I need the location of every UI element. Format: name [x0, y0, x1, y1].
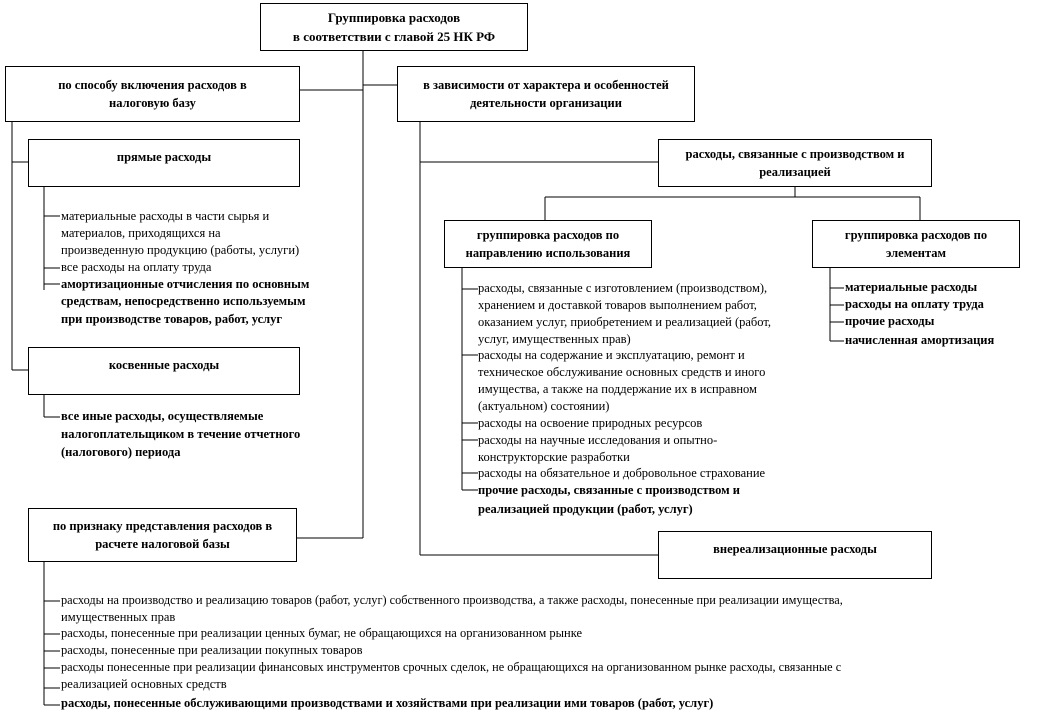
- activity-box: [397, 66, 695, 122]
- direction-box: [444, 220, 652, 268]
- representation-item-2: имущественных прав: [61, 610, 176, 624]
- activity-label-line1: в зависимости от характера и особенностей: [423, 78, 669, 92]
- direct-label: прямые расходы: [116, 150, 212, 164]
- indirect-item-2: налогоплательщиком в течение отчетного: [61, 427, 301, 441]
- indirect-item-1: все иные расходы, осуществляемые: [61, 409, 264, 423]
- direction-label-line1: группировка расходов по: [476, 228, 620, 242]
- direction-item-2: хранением и доставкой товаров выполнением работ,: [478, 298, 757, 312]
- elements-item-1: материальные расходы: [845, 280, 978, 294]
- direct-item-4: все расходы на оплату труда: [61, 260, 212, 274]
- elements-item-4: начисленная амортизация: [845, 333, 995, 347]
- representation-box: [28, 508, 297, 562]
- elements-label-line1: группировка расходов по: [844, 228, 988, 242]
- elements-label-line2: элементам: [885, 246, 947, 260]
- direction-item-9: расходы на освоение природных ресурсов: [478, 416, 703, 430]
- indirect-box: [28, 347, 300, 395]
- root-box: [260, 3, 528, 51]
- direction-item-13: прочие расходы, связанные с производством и: [478, 483, 740, 497]
- representation-item-1: расходы на производство и реализацию товаров (работ, услуг) собственного производства, а также расходы, понесенные при реализации имущества,: [61, 593, 843, 607]
- non-operating-label: внереализационные расходы: [713, 542, 877, 556]
- direction-item-10: расходы на научные исследования и опытно-: [478, 433, 718, 447]
- direct-item-3: произведенную продукцию (работы, услуги): [61, 243, 300, 257]
- representation-item-4: расходы, понесенные при реализации покупных товаров: [61, 643, 363, 657]
- indirect-label: косвенные расходы: [108, 358, 220, 372]
- non-operating-box: [658, 531, 932, 579]
- direct-box: [28, 139, 300, 187]
- production-label-line1: расходы, связанные с производством и: [685, 147, 905, 161]
- root-title-line1: Группировка расходов: [327, 10, 461, 25]
- direct-item-1: материальные расходы в части сырья и: [61, 209, 270, 223]
- elements-box: [812, 220, 1020, 268]
- production-box: [658, 139, 932, 187]
- direction-item-14: реализацией продукции (работ, услуг): [478, 502, 693, 516]
- direction-item-1: расходы, связанные с изготовлением (производством),: [478, 281, 768, 295]
- indirect-item-3: (налогового) периода: [61, 445, 181, 459]
- direction-item-4: услуг, имущественных прав): [478, 332, 631, 346]
- direction-label-line2: направлению использования: [465, 246, 631, 260]
- direction-item-12: расходы на обязательное и добровольное страхование: [478, 466, 766, 480]
- representation-item-3: расходы, понесенные при реализации ценных бумаг, не обращающихся на организованном рынке: [61, 626, 583, 640]
- production-label-line2: реализацией: [759, 165, 831, 179]
- inclusion-label: по способу включения расходов в налоговую базу: [58, 78, 247, 110]
- representation-item-5: расходы понесенные при реализации финансовых инструментов срочных сделок, не обращающихся на организованном рынке расходы, связанные с: [61, 660, 842, 674]
- direction-item-6: техническое обслуживание основных средств и иного: [478, 365, 766, 379]
- direct-item-6: средствам, непосредственно используемым: [61, 294, 306, 308]
- representation-label-line2: расчете налоговой базы: [95, 537, 230, 551]
- direct-item-2: материалов, приходящихся на: [61, 226, 221, 240]
- direction-item-11: конструкторские разработки: [478, 450, 630, 464]
- direction-item-5: расходы на содержание и эксплуатацию, ремонт и: [478, 348, 745, 362]
- direct-item-5: амортизационные отчисления по основным: [61, 277, 310, 291]
- representation-label-line1: по признаку представления расходов в: [52, 519, 273, 533]
- elements-item-2: расходы на оплату труда: [845, 297, 984, 311]
- direction-item-3: оказанием услуг, приобретением и реализацией (работ,: [478, 315, 772, 329]
- direction-item-8: (актуальном) состоянии): [478, 399, 610, 413]
- direct-item-7: при производстве товаров, работ, услуг: [61, 312, 283, 326]
- representation-item-7: расходы, понесенные обслуживающими производствами и хозяйствами при реализации ими товаров (работ, услуг): [61, 696, 714, 710]
- inclusion-box: [5, 66, 300, 122]
- elements-item-3: прочие расходы: [845, 314, 935, 328]
- direction-item-7: имущества, а также на поддержание их в исправном: [478, 382, 757, 396]
- root-title-line2: в соответствии с главой 25 НК РФ: [292, 29, 496, 44]
- representation-item-6: реализацией основных средств: [61, 677, 227, 691]
- activity-label-line2: деятельности организации: [470, 96, 622, 110]
